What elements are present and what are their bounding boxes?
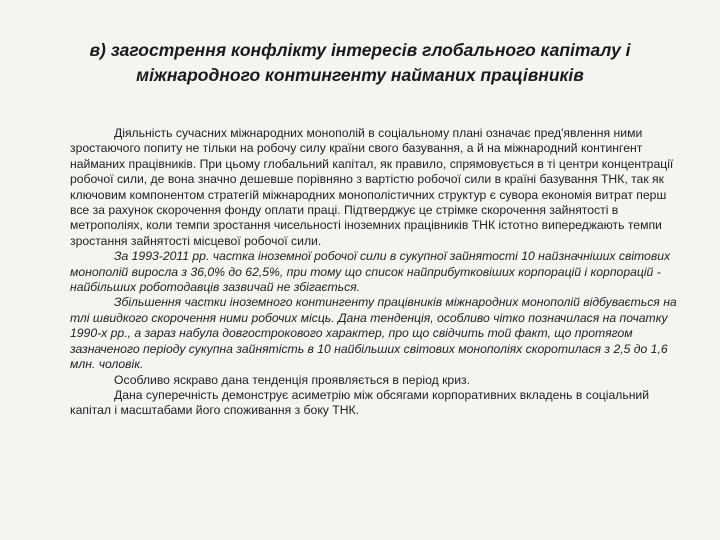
paragraph-job-cuts: Збільшення частки іноземного контингенту працівників міжнародних монополій відбувається на тлі швидкого скорочення ними робочих місць. Дана тенденція, особливо чітко позначилася на початку 1990-х рр., а зараз набула довгострокового характер, про що свідчить той факт, що протягом зазначеного періоду сукупна зайнятість в 10 найбільших світових монополіях скоротилася з 2,5 до 1,6 млн. чоловік. bbox=[70, 295, 677, 372]
paragraph-asymmetry: Дана суперечність демонструє асиметрію між обсягами корпоративних вкладень в соціальний капітал і масштабами його споживання з боку ТНК. bbox=[70, 387, 650, 418]
paragraph-foreign-share: За 1993-2011 рр. частка іноземної робочої сили в сукупної зайнятості 10 найзначніших світових монополій виросла з 36,0% до 62,5%, при тому що список найприбутковіших корпорацій і корпорацій - найбільших роботодавців зазвичай не збігається. bbox=[70, 249, 671, 295]
paragraph-intro: Діяльність сучасних міжнародних монополій в соціальному плані означає пред'явлення ними зростаючого попиту не тільки на робочу силу країни свого базування, а й на міжнародний контингент найманих працівників. При цьому глобальний капітал, як правило, спрямовується в ті центри концентрації робочої сили, де вона значно дешевше порівняно з вартістю робочої сили в країні базування ТНК, так як ключовим компонентом стратегій міжнародних монополістичних структур є сувора економія витрат перш все за рахунок скорочення фонду оплати праці. Підтверджує це стрімке скорочення зайнятості в метрополіях, коли темпи зростання чисельності іноземних працівників ТНК істотно випереджають темпи зростання зайнятості місцевої робочої сили. bbox=[70, 126, 674, 248]
slide-title: в) загострення конфлікту інтересів глобального капіталу і міжнародного контингенту найманих працівників bbox=[89, 40, 631, 85]
slide-body bbox=[70, 126, 688, 419]
paragraph-crisis: Особливо яскраво дана тенденція проявляється в період криз. bbox=[114, 372, 470, 387]
